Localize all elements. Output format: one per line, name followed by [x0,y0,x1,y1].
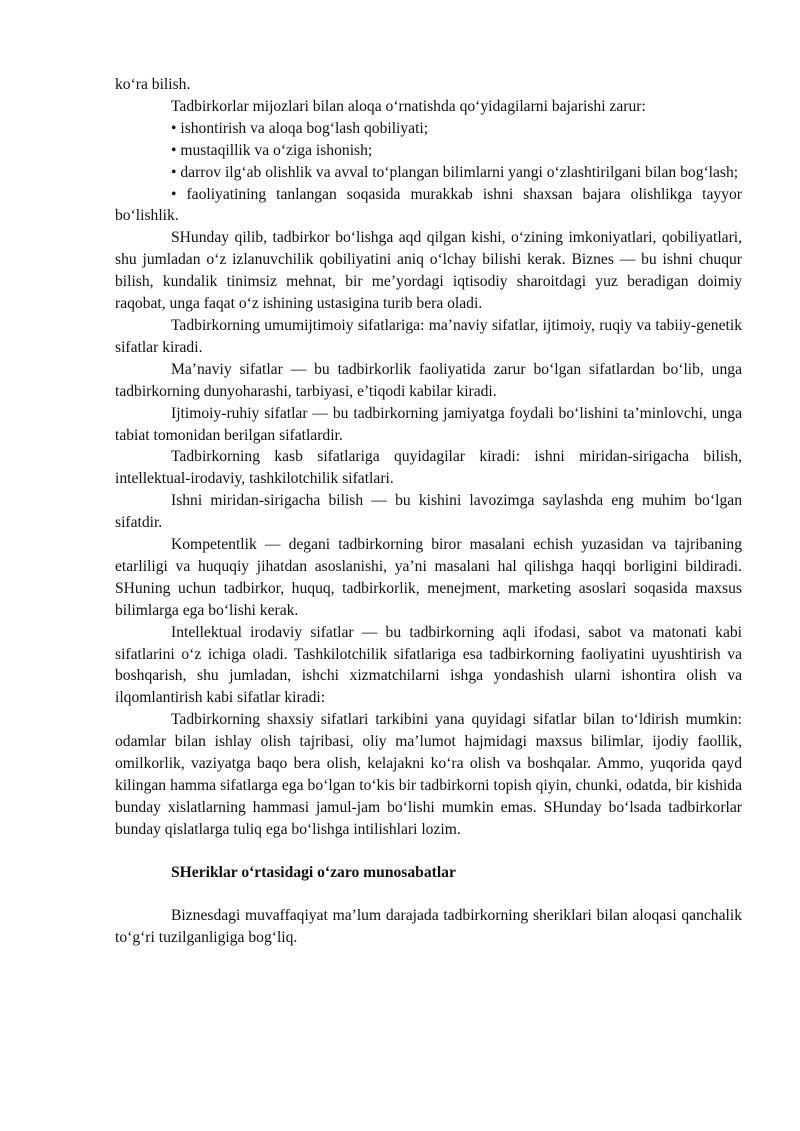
paragraph-intro: Tadbirkorlar mijozlari bilan aloqa o‘rnatishda qo‘yidagilarni bajarishi zarur: [171,97,646,115]
bullet-item: • darrov ilg‘ab olishlik va avval to‘plangan bilimlarni yangi o‘zlashtirilgani bilan bog‘lash; [171,163,739,181]
paragraph: Tadbirkorning kasb sifatlariga quyidagilar kiradi: ishni miridan-sirigacha bilish, intellektual-irodaviy, tashkilotchilik sifatlari. [115,448,742,488]
bullet-item: • ishontirish va aloqa bog‘lash qobiliyati; [171,119,429,137]
paragraph: Ma’naviy sifatlar — bu tadbirkorlik faoliyatida zarur bo‘lgan sifatlardan bo‘lib, unga tadbirkorning dunyoharashi, tarbiyasi, e’tiqodi kabilar kiradi. [115,360,742,400]
bullet-item: • faoliyatining tanlangan soqasida murakkab ishni shaxsan bajara olishlikga tayyor bo‘lishlik. [115,185,742,225]
bullet-item: • mustaqillik va o‘ziga ishonish; [171,141,373,159]
document-page [115,74,742,948]
paragraph: Intellektual irodaviy sifatlar — bu tadbirkorning aqli ifodasi, sabot va matonati kabi sifatlarini o‘z ichiga oladi. Tashkilotchilik sifatlariga esa tadbirkorning faoliyatini uyushtirish va boshqarish, shu jumladan, ishchi xizmatchilarni ishga yondashish ularni ishontira olish va ilqomlantirish kabi sifatlar kiradi: [115,623,742,707]
paragraph: Tadbirkorning shaxsiy sifatlari tarkibini yana quyidagi sifatlar bilan to‘ldirish mumkin: odamlar bilan ishlay olish tajribasi, oliy ma’lumot hajmidagi maxsus bilimlar, ijodiy faollik, omilkorlik, vaziyatga baqo bera olish, kelajakni ko‘ra olish va boshqalar. Ammo, yuqorida qayd kilingan hamma sifatlarga ega bo‘lgan to‘kis bir tadbirkorni topish qiyin, chunki, odatda, bir kishida bunday xislatlarning hammasi jamul-jam bo‘lishi mumkin emas. SHunday bo‘lsada tadbirkorlar bunday qislatlarga tuliq ega bo‘lishga intilishlari lozim. [115,711,742,838]
paragraph: Biznesdagi muvaffaqiyat ma’lum darajada tadbirkorning sheriklari bilan aloqasi qanchalik to‘g‘ri tuzilganligiga bog‘liq. [115,906,742,946]
paragraph: Tadbirkorning umumijtimoiy sifatlariga: ma’naviy sifatlar, ijtimoiy, ruqiy va tabiiy-genetik sifatlar kiradi. [115,316,742,356]
paragraph: Ishni miridan-sirigacha bilish — bu kishini lavozimga saylashda eng muhim bo‘lgan sifatdir. [115,492,742,532]
paragraph: Ijtimoiy-ruhiy sifatlar — bu tadbirkorning jamiyatga foydali bo‘lishini ta’minlovchi, unga tabiat tomonidan berilgan sifatlardir. [115,404,742,444]
paragraph: SHunday qilib, tadbirkor bo‘lishga aqd qilgan kishi, o‘zining imkoniyatlari, qobiliyatlari, shu jumladan o‘z izlanuvchilik qobiliyatini aniq o‘lchay bilishi kerak. Biznes — bu ishni chuqur bilish, kundalik tinimsiz mehnat, bir me’yordagi iqtisodiy sharoitdagi yuz beradigan doimiy raqobat, unga faqat o‘z ishining ustasigina turib bera oladi. [115,229,742,313]
paragraph-continuation: ko‘ra bilish. [115,76,191,93]
paragraph: Kompetentlik — degani tadbirkorning biror masalani echish yuzasidan va tajribaning etarliligi va huquqiy jihatdan asoslanishi, ya’ni masalani hal qilishga haqqi borligini bildiradi. SHuning uchun tadbirkor, huquq, tadbirkorlik, menejment, marketing asoslari soqasida maxsus bilimlarga ega bo‘lishi kerak. [115,536,742,619]
section-heading: SHeriklar o‘rtasidagi o‘zaro munosabatlar [171,863,456,881]
